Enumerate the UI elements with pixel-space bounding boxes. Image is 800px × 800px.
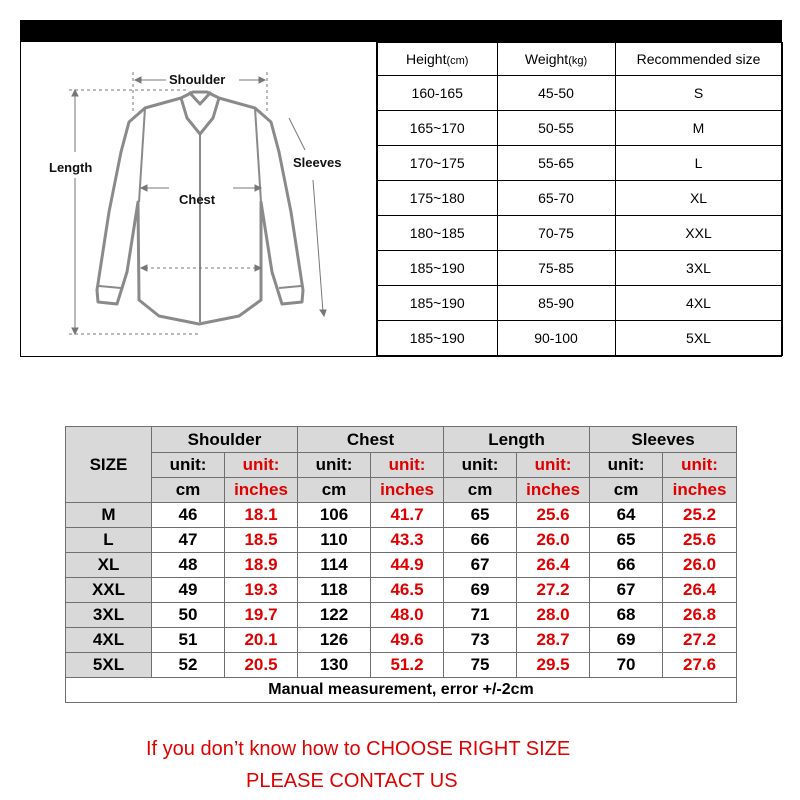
- shirt-measurement-diagram: [21, 42, 375, 356]
- unit-inches-label: inches: [517, 478, 590, 503]
- weight-cell: 90-100: [497, 321, 615, 356]
- size-table-row: [66, 603, 737, 628]
- size-table-row: [66, 553, 737, 578]
- sleeves-inches-cell: 27.6: [663, 653, 737, 678]
- weight-cell: 50-55: [497, 111, 615, 146]
- length-cm-cell: 75: [444, 653, 517, 678]
- footer-choose-size-text: If you don’t know how to CHOOSE RIGHT SIZE: [146, 738, 571, 760]
- sleeves-group-header: Sleeves: [590, 427, 737, 453]
- chest-cm-cell: 122: [298, 603, 371, 628]
- unit-inches-label: inches: [371, 478, 444, 503]
- measurement-note: Manual measurement, error +/-2cm: [66, 678, 737, 703]
- chest-inches-cell: 51.2: [371, 653, 444, 678]
- recommended-size-cell: 3XL: [615, 251, 782, 286]
- height-header: Height(cm): [377, 43, 497, 76]
- sleeves-cm-cell: 70: [590, 653, 663, 678]
- length-inches-cell: 26.0: [517, 528, 590, 553]
- chest-inches-cell: 43.3: [371, 528, 444, 553]
- shoulder-inches-cell: 19.7: [225, 603, 298, 628]
- size-cell: M: [66, 503, 152, 528]
- weight-cell: 85-90: [497, 286, 615, 321]
- chest-inches-cell: 44.9: [371, 553, 444, 578]
- unit-label: unit:: [152, 453, 225, 478]
- recommended-size-header: Recommended size: [615, 43, 782, 76]
- unit-cm-label: cm: [152, 478, 225, 503]
- size-table-row: [66, 653, 737, 678]
- chest-inches-cell: 46.5: [371, 578, 444, 603]
- size-cell: 3XL: [66, 603, 152, 628]
- sleeves-label: Sleeves: [293, 155, 342, 170]
- top-black-bar: [20, 20, 782, 42]
- unit-label: unit:: [298, 453, 371, 478]
- shoulder-label: Shoulder: [169, 72, 226, 87]
- recommended-size-cell: 5XL: [615, 321, 782, 356]
- shoulder-cm-cell: 51: [152, 628, 225, 653]
- height-weight-size-table: [376, 42, 783, 356]
- recommended-size-cell: 4XL: [615, 286, 782, 321]
- height-cell: 185~190: [377, 286, 497, 321]
- size-table-row: [66, 628, 737, 653]
- height-cell: 170~175: [377, 146, 497, 181]
- height-cell: 185~190: [377, 251, 497, 286]
- unit-label: unit:: [225, 453, 298, 478]
- height-cell: 175~180: [377, 181, 497, 216]
- recommended-size-cell: L: [615, 146, 782, 181]
- weight-table-row: [377, 111, 782, 146]
- weight-cell: 75-85: [497, 251, 615, 286]
- recommended-size-cell: S: [615, 76, 782, 111]
- weight-cell: 65-70: [497, 181, 615, 216]
- shoulder-cm-cell: 48: [152, 553, 225, 578]
- length-inches-cell: 28.0: [517, 603, 590, 628]
- size-cell: L: [66, 528, 152, 553]
- shoulder-inches-cell: 19.3: [225, 578, 298, 603]
- size-cell: 4XL: [66, 628, 152, 653]
- unit-label: unit:: [371, 453, 444, 478]
- weight-table-row: [377, 286, 782, 321]
- sleeves-inches-cell: 25.6: [663, 528, 737, 553]
- length-group-header: Length: [444, 427, 590, 453]
- unit-label: unit:: [517, 453, 590, 478]
- sleeves-inches-cell: 25.2: [663, 503, 737, 528]
- weight-header: Weight(kg): [497, 43, 615, 76]
- size-table-row: [66, 578, 737, 603]
- length-cm-cell: 65: [444, 503, 517, 528]
- unit-cm-label: cm: [590, 478, 663, 503]
- chest-label: Chest: [179, 192, 216, 207]
- sleeves-inches-cell: 26.0: [663, 553, 737, 578]
- length-inches-cell: 27.2: [517, 578, 590, 603]
- chest-cm-cell: 118: [298, 578, 371, 603]
- shoulder-cm-cell: 46: [152, 503, 225, 528]
- size-guide-top-panel: [20, 42, 782, 357]
- height-cell: 180~185: [377, 216, 497, 251]
- length-cm-cell: 69: [444, 578, 517, 603]
- length-inches-cell: 26.4: [517, 553, 590, 578]
- shoulder-cm-cell: 49: [152, 578, 225, 603]
- shoulder-group-header: Shoulder: [152, 427, 298, 453]
- height-cell: 185~190: [377, 321, 497, 356]
- length-cm-cell: 73: [444, 628, 517, 653]
- weight-cell: 55-65: [497, 146, 615, 181]
- length-inches-cell: 28.7: [517, 628, 590, 653]
- chest-group-header: Chest: [298, 427, 444, 453]
- size-table-row: [66, 528, 737, 553]
- length-cm-cell: 66: [444, 528, 517, 553]
- sleeves-cm-cell: 66: [590, 553, 663, 578]
- weight-cell: 70-75: [497, 216, 615, 251]
- weight-table-row: [377, 146, 782, 181]
- size-cell: XXL: [66, 578, 152, 603]
- chest-cm-cell: 110: [298, 528, 371, 553]
- sleeves-inches-cell: 27.2: [663, 628, 737, 653]
- weight-table-row: [377, 181, 782, 216]
- height-cell: 165~170: [377, 111, 497, 146]
- chest-inches-cell: 48.0: [371, 603, 444, 628]
- sleeves-cm-cell: 65: [590, 528, 663, 553]
- weight-table-header: [377, 43, 782, 76]
- unit-label: unit:: [590, 453, 663, 478]
- unit-cm-label: cm: [298, 478, 371, 503]
- weight-table-row: [377, 216, 782, 251]
- shoulder-cm-cell: 52: [152, 653, 225, 678]
- size-cell: XL: [66, 553, 152, 578]
- unit-label: unit:: [663, 453, 737, 478]
- sleeves-cm-cell: 67: [590, 578, 663, 603]
- length-cm-cell: 67: [444, 553, 517, 578]
- size-table-unit-name-row: [66, 478, 737, 503]
- length-cm-cell: 71: [444, 603, 517, 628]
- weight-table-row: [377, 76, 782, 111]
- unit-inches-label: inches: [663, 478, 737, 503]
- sleeves-cm-cell: 68: [590, 603, 663, 628]
- size-cell: 5XL: [66, 653, 152, 678]
- size-measurement-table: [65, 426, 737, 703]
- sleeves-cm-cell: 64: [590, 503, 663, 528]
- sleeves-inches-cell: 26.4: [663, 578, 737, 603]
- size-header: SIZE: [66, 427, 152, 503]
- unit-label: unit:: [444, 453, 517, 478]
- measurement-note-row: [66, 678, 737, 703]
- chest-inches-cell: 41.7: [371, 503, 444, 528]
- length-inches-cell: 25.6: [517, 503, 590, 528]
- size-table-unit-row: [66, 453, 737, 478]
- shoulder-cm-cell: 47: [152, 528, 225, 553]
- weight-cell: 45-50: [497, 76, 615, 111]
- chest-inches-cell: 49.6: [371, 628, 444, 653]
- chest-cm-cell: 126: [298, 628, 371, 653]
- recommended-size-cell: M: [615, 111, 782, 146]
- chest-cm-cell: 114: [298, 553, 371, 578]
- size-table-group-header: [66, 427, 737, 453]
- shoulder-inches-cell: 20.5: [225, 653, 298, 678]
- recommended-size-cell: XXL: [615, 216, 782, 251]
- shoulder-inches-cell: 20.1: [225, 628, 298, 653]
- length-inches-cell: 29.5: [517, 653, 590, 678]
- recommended-size-cell: XL: [615, 181, 782, 216]
- unit-inches-label: inches: [225, 478, 298, 503]
- sleeves-cm-cell: 69: [590, 628, 663, 653]
- height-cell: 160-165: [377, 76, 497, 111]
- sleeves-inches-cell: 26.8: [663, 603, 737, 628]
- unit-cm-label: cm: [444, 478, 517, 503]
- footer-contact-text: PLEASE CONTACT US: [246, 770, 458, 792]
- shoulder-inches-cell: 18.9: [225, 553, 298, 578]
- shoulder-cm-cell: 50: [152, 603, 225, 628]
- size-table-row: [66, 503, 737, 528]
- chest-cm-cell: 130: [298, 653, 371, 678]
- length-label: Length: [49, 160, 93, 175]
- weight-table-row: [377, 251, 782, 286]
- weight-table-row: [377, 321, 782, 356]
- shoulder-inches-cell: 18.5: [225, 528, 298, 553]
- chest-cm-cell: 106: [298, 503, 371, 528]
- shoulder-inches-cell: 18.1: [225, 503, 298, 528]
